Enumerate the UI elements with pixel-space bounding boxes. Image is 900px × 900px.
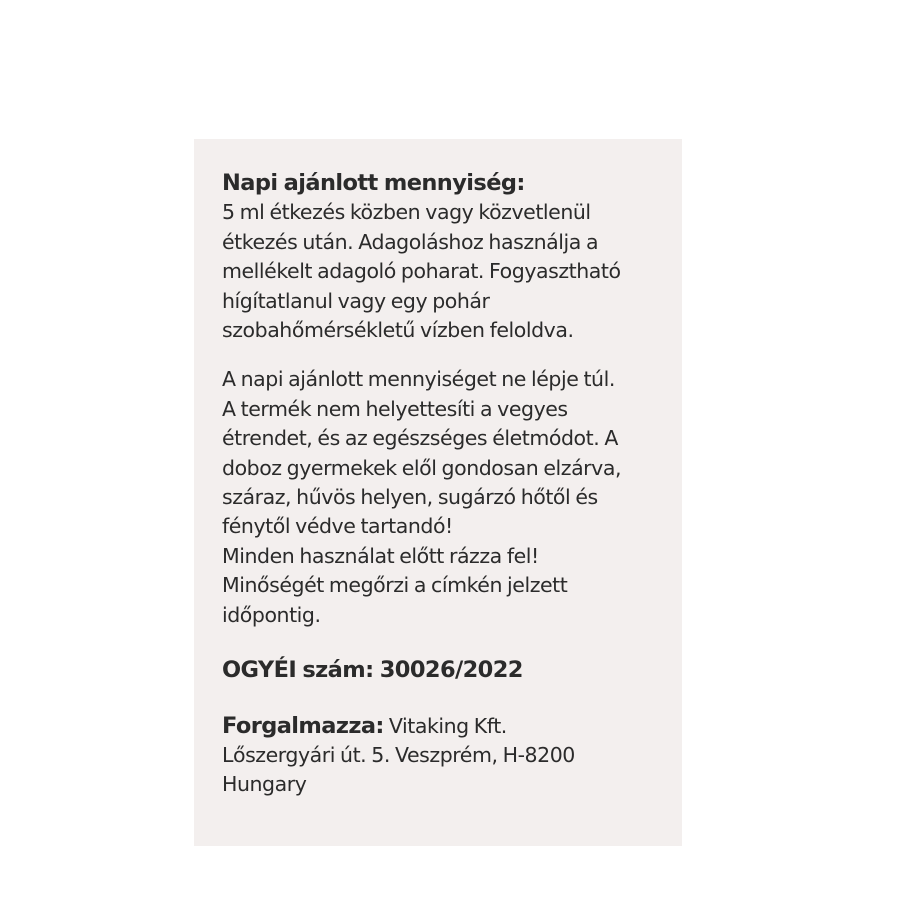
dosage-line: 5 ml étkezés közben vagy közvetlenül: [222, 200, 591, 225]
dosage-heading: Napi ajánlott mennyiség:: [222, 170, 525, 196]
dosage-line: mellékelt adagoló poharat. Fogyasztható: [222, 259, 621, 284]
warnings-section: [222, 365, 662, 630]
warning-line: időpontig.: [222, 602, 321, 627]
distributor-section: [222, 712, 662, 800]
distributor-name: Vitaking Kft.: [383, 713, 507, 738]
distributor-address: Lőszergyári út. 5. Veszprém, H-8200: [222, 742, 575, 767]
warning-line: doboz gyermekek elől gondosan elzárva,: [222, 455, 622, 480]
spacer: [222, 686, 662, 712]
product-label-card: [194, 139, 682, 846]
dosage-section: [222, 169, 662, 345]
warning-line: fénytől védve tartandó!: [222, 514, 453, 539]
dosage-line: szobahőmérsékletű vízben feloldva.: [222, 318, 574, 343]
distributor-country: Hungary: [222, 772, 307, 797]
warning-line: A termék nem helyettesíti a vegyes: [222, 396, 568, 421]
warning-line: Minden használat előtt rázza fel!: [222, 543, 539, 568]
warning-line: A napi ajánlott mennyiséget ne lépje túl.: [222, 367, 615, 392]
dosage-line: étkezés után. Adagoláshoz használja a: [222, 229, 599, 254]
spacer: [222, 345, 662, 365]
dosage-line: hígítatlanul vagy egy pohár: [222, 288, 490, 313]
distributor-line: [222, 712, 662, 741]
registration-section: [222, 656, 662, 685]
warning-line: étrendet, és az egészséges életmódot. A: [222, 426, 618, 451]
spacer: [222, 630, 662, 656]
distributor-label: Forgalmazza:: [222, 712, 384, 739]
warning-line: Minőségét megőrzi a címkén jelzett: [222, 573, 568, 598]
registration-number: OGYÉI szám: 30026/2022: [222, 657, 523, 684]
warning-line: száraz, hűvös helyen, sugárzó hőtől és: [222, 485, 598, 510]
